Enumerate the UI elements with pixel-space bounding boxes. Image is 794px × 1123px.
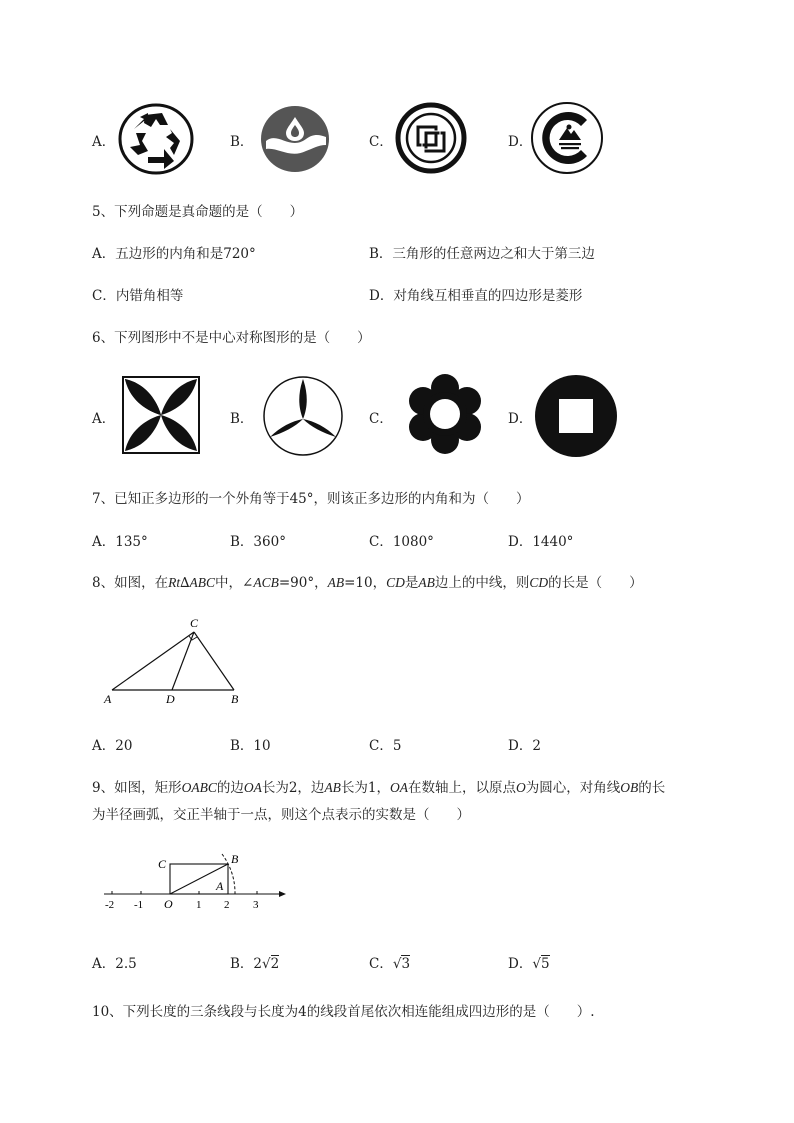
q5-option-b: B．三角形的任意两边之和大于第三边	[369, 246, 595, 262]
q9-label-o: O	[164, 897, 173, 911]
q7-stem: 7、已知正多边形的一个外角等于45°，则该正多边形的内角和为（ ）	[92, 491, 530, 507]
q8-stem-part: Rt	[168, 575, 181, 590]
q6-stem: 6、下列图形中不是中心对称图形的是（ ）	[92, 330, 371, 346]
sqrt-icon: √	[532, 956, 541, 972]
q9-tick-label: -2	[105, 899, 115, 911]
q9-label-b: B	[231, 852, 239, 866]
q5-option-c: C．内错角相等	[92, 288, 184, 304]
q9-option-a: A．2.5	[92, 956, 137, 972]
recycle-arrows-icon	[118, 103, 194, 175]
q9-tick-label: 3	[253, 899, 259, 911]
q9-option-b-prefix: B．2	[230, 956, 263, 972]
q6-option-d-letter: D．	[508, 411, 533, 427]
q9-option-b-radicand: 2	[270, 956, 280, 972]
q9-option-b	[230, 952, 279, 972]
q8-label-d: D	[166, 692, 175, 706]
q8-stem-part: ABC	[189, 575, 216, 590]
q9-stem-part: 在数轴上，以原点	[408, 780, 517, 796]
q9-stem-line-2: 为半径画弧，交正半轴于一点，则这个点表示的实数是（ ）	[92, 807, 470, 823]
q9-stem-part: AB	[324, 780, 341, 795]
q9-stem-part: OABC	[181, 780, 217, 795]
q10-stem: 10、下列长度的三条线段与长度为4的线段首尾依次相连能组成四边形的是（ ）.	[92, 1004, 595, 1020]
q4-option-c-letter: C．	[369, 134, 393, 150]
q5-stem: 5、下列命题是真命题的是（ ）	[92, 204, 304, 220]
q8-label-a: A	[104, 692, 112, 706]
q9-option-d	[508, 952, 550, 972]
q9-stem-line-1	[92, 776, 665, 796]
q9-label-c: C	[158, 857, 167, 871]
q9-tick-label: 2	[224, 899, 230, 911]
water-drop-icon	[260, 105, 330, 173]
q8-stem-part: 边上的中线，则	[434, 575, 530, 591]
q8-stem-part: 是	[404, 575, 419, 591]
q9-number-line-figure	[100, 848, 290, 912]
q5-option-a: A．五边形的内角和是720°	[92, 246, 256, 262]
q9-option-c	[369, 952, 410, 972]
q6-option-c-letter: C．	[369, 411, 393, 427]
q8-stem-part: CD	[386, 575, 405, 590]
q9-stem-part: OA	[390, 780, 409, 795]
sqrt-icon: √	[262, 956, 271, 972]
q6-option-b-letter: B．	[230, 411, 254, 427]
q4-option-b-letter: B．	[230, 134, 254, 150]
four-petal-square-icon	[122, 376, 200, 454]
q8-triangle-symbol: ∆	[180, 575, 190, 591]
q8-option-a: A．20	[92, 738, 133, 754]
q9-label-a: A	[216, 879, 224, 893]
q8-stem-part: AB	[327, 575, 345, 590]
q8-stem-part: 中，∠	[215, 575, 254, 591]
flower-ring-icon	[404, 372, 486, 456]
interlocked-squares-icon	[396, 103, 466, 173]
q9-stem-part: 长为2，边	[261, 780, 325, 796]
q8-stem-part: AB	[418, 575, 435, 590]
q8-stem-part: 8、如图，在	[92, 575, 169, 591]
q9-stem-part: OA	[243, 780, 262, 795]
q8-label-c: C	[190, 616, 199, 630]
q8-triangle-figure	[100, 612, 250, 708]
q9-option-c-radicand: 3	[401, 956, 411, 972]
sqrt-icon: √	[392, 956, 402, 972]
q9-tick-label: -1	[134, 899, 144, 911]
letter-c-mountain-icon	[531, 102, 603, 174]
q6-option-a-letter: A．	[92, 411, 116, 427]
q8-stem-part: =90°，	[278, 575, 328, 591]
q8-stem-part: 的长是（ ）	[548, 575, 643, 591]
q9-stem-part: O	[516, 780, 526, 795]
q9-stem-part: 为圆心，对角线	[525, 780, 621, 796]
square-hole-coin-icon	[534, 374, 618, 458]
q8-stem-part: CD	[529, 575, 549, 590]
q9-stem-part: OB	[620, 780, 639, 795]
q9-stem-part: 的长	[638, 780, 666, 796]
q4-option-a-letter: A．	[92, 134, 116, 150]
q8-option-d: D．2	[508, 738, 541, 754]
q9-tick-label: 1	[196, 899, 202, 911]
q8-option-b: B．10	[230, 738, 271, 754]
q9-option-d-radicand: 5	[540, 956, 550, 972]
q7-option-a: A．135°	[92, 534, 148, 550]
q8-stem-part: ACB	[253, 575, 279, 590]
q8-stem	[92, 571, 643, 591]
q8-option-c: C．5	[369, 738, 402, 754]
q9-stem-part: 9、如图，矩形	[92, 780, 182, 796]
q4-option-d-letter: D．	[508, 134, 533, 150]
q7-option-b: B．360°	[230, 534, 286, 550]
q9-option-c-prefix: C．	[369, 956, 393, 972]
q5-option-d: D．对角线互相垂直的四边形是菱形	[369, 288, 583, 304]
q9-option-d-prefix: D．	[508, 956, 533, 972]
q8-label-b: B	[231, 692, 239, 706]
q7-option-d: D．1440°	[508, 534, 574, 550]
q7-option-c: C．1080°	[369, 534, 434, 550]
q9-stem-part: 的边	[216, 780, 244, 796]
q9-stem-part: 长为1，	[340, 780, 391, 796]
q8-stem-part: =10，	[344, 575, 387, 591]
three-leaf-circle-icon	[262, 375, 344, 457]
